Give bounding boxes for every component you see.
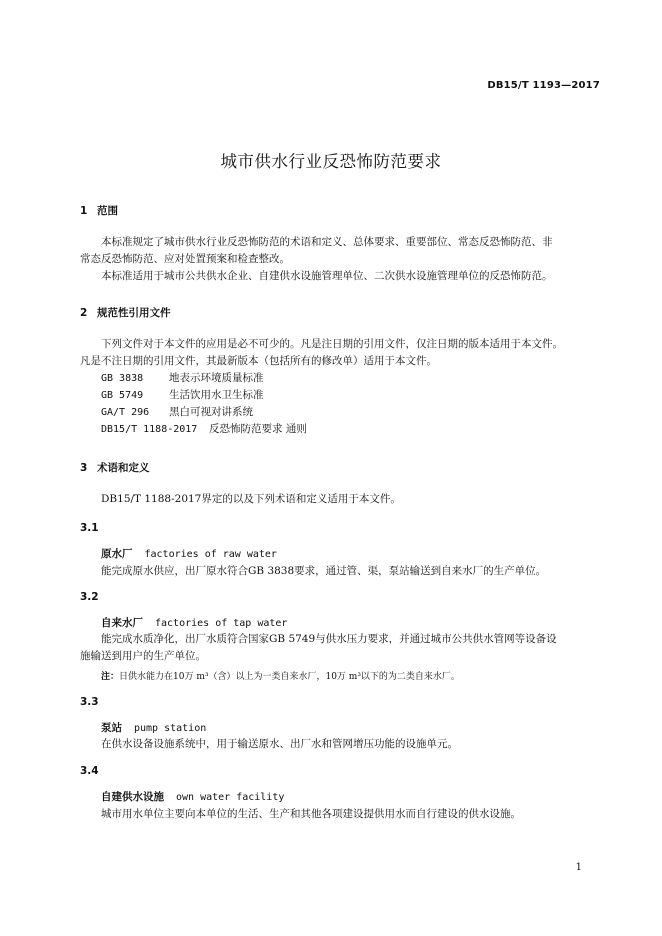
reference-name: 黑白可视对讲系统 [169, 406, 253, 418]
reference-item [101, 370, 264, 387]
reference-item [101, 421, 307, 438]
clause-number: 3.3 [80, 696, 99, 708]
section-number: 3 [80, 462, 88, 474]
term-definition: 能完成水质净化，出厂水质符合国家GB 5749与供水压力要求，并通过城市公共供水管网等设备设 施输送到用户的生产单位。 [80, 633, 557, 662]
term-english: factories of tap water [155, 618, 288, 629]
term-chinese: 原水厂 [101, 548, 133, 560]
clause-number: 3.1 [80, 522, 99, 534]
section-1-heading [80, 203, 118, 218]
reference-code: DB15/T 1188-2017 [101, 424, 198, 435]
term-chinese: 自建供水设施 [101, 791, 164, 803]
term-english: own water facility [176, 792, 285, 803]
section-1-paragraph-2: 本标准适用于城市公共供水企业、自建供水设施管理单位、二次供水设施管理单位的反恐怖防范。 [101, 270, 553, 282]
term-chinese: 自来水厂 [101, 617, 143, 629]
standard-number: DB15/T 1193—2017 [487, 80, 600, 91]
section-number: 1 [80, 205, 88, 217]
term-heading [101, 546, 277, 561]
section-3-heading [80, 460, 150, 475]
section-2-paragraph-1: 下列文件对于本文件的应用是必不可少的。凡是注日期的引用文件，仅注日期的版本适用于本文件。 凡是不注日期的引用文件，其最新版本（包括所有的修改单）适用于本文件。 [80, 338, 563, 367]
term-definition: 城市用水单位主要向本单位的生活、生产和其他各项建设提供用水而自行建设的供水设施。 [101, 808, 521, 820]
reference-name: 生活饮用水卫生标准 [169, 389, 264, 401]
section-title: 范围 [97, 205, 118, 217]
section-3-paragraph-1: DB15/T 1188-2017界定的以及下列术语和定义适用于本文件。 [101, 493, 401, 505]
term-heading [101, 720, 206, 735]
clause-number: 3.2 [80, 591, 99, 603]
reference-item [101, 404, 253, 421]
document-title: 城市供水行业反恐怖防范要求 [220, 152, 442, 171]
section-title: 术语和定义 [97, 462, 150, 474]
reference-code: GB 5749 [101, 390, 144, 401]
section-2-heading [80, 305, 171, 320]
clause-number: 3.4 [80, 765, 99, 777]
reference-name: 反恐怖防范要求 通则 [209, 423, 307, 435]
term-definition: 能完成原水供应，出厂原水符合GB 3838要求，通过管、渠，泵站输送到自来水厂的生产单位。 [101, 565, 547, 577]
note-label: 注： [101, 672, 120, 682]
section-1-paragraph-1: 本标准规定了城市供水行业反恐怖防范的术语和定义、总体要求、重要部位、常态反恐怖防范、非 常态反恐怖防范、应对处置预案和检查整改。 [80, 236, 553, 265]
page-number: 1 [575, 862, 582, 873]
note-text: 日供水能力在10万 m³（含）以上为一类自来水厂，10万 m³以下的为二类自来水厂。 [119, 672, 460, 682]
term-english: pump station [134, 723, 207, 734]
term-english: factories of raw water [144, 549, 277, 560]
term-heading [101, 789, 284, 804]
reference-code: GB 3838 [101, 373, 144, 384]
term-heading [101, 615, 287, 630]
reference-item [101, 387, 264, 404]
reference-name: 地表示环境质量标准 [169, 372, 264, 384]
reference-code: GA/T 296 [101, 407, 150, 418]
term-note [101, 669, 460, 682]
term-chinese: 泵站 [101, 722, 122, 734]
section-number: 2 [80, 307, 88, 319]
section-title: 规范性引用文件 [97, 307, 171, 319]
term-definition: 在供水设备设施系统中，用于输送原水、出厂水和管网增压功能的设施单元。 [101, 738, 458, 750]
